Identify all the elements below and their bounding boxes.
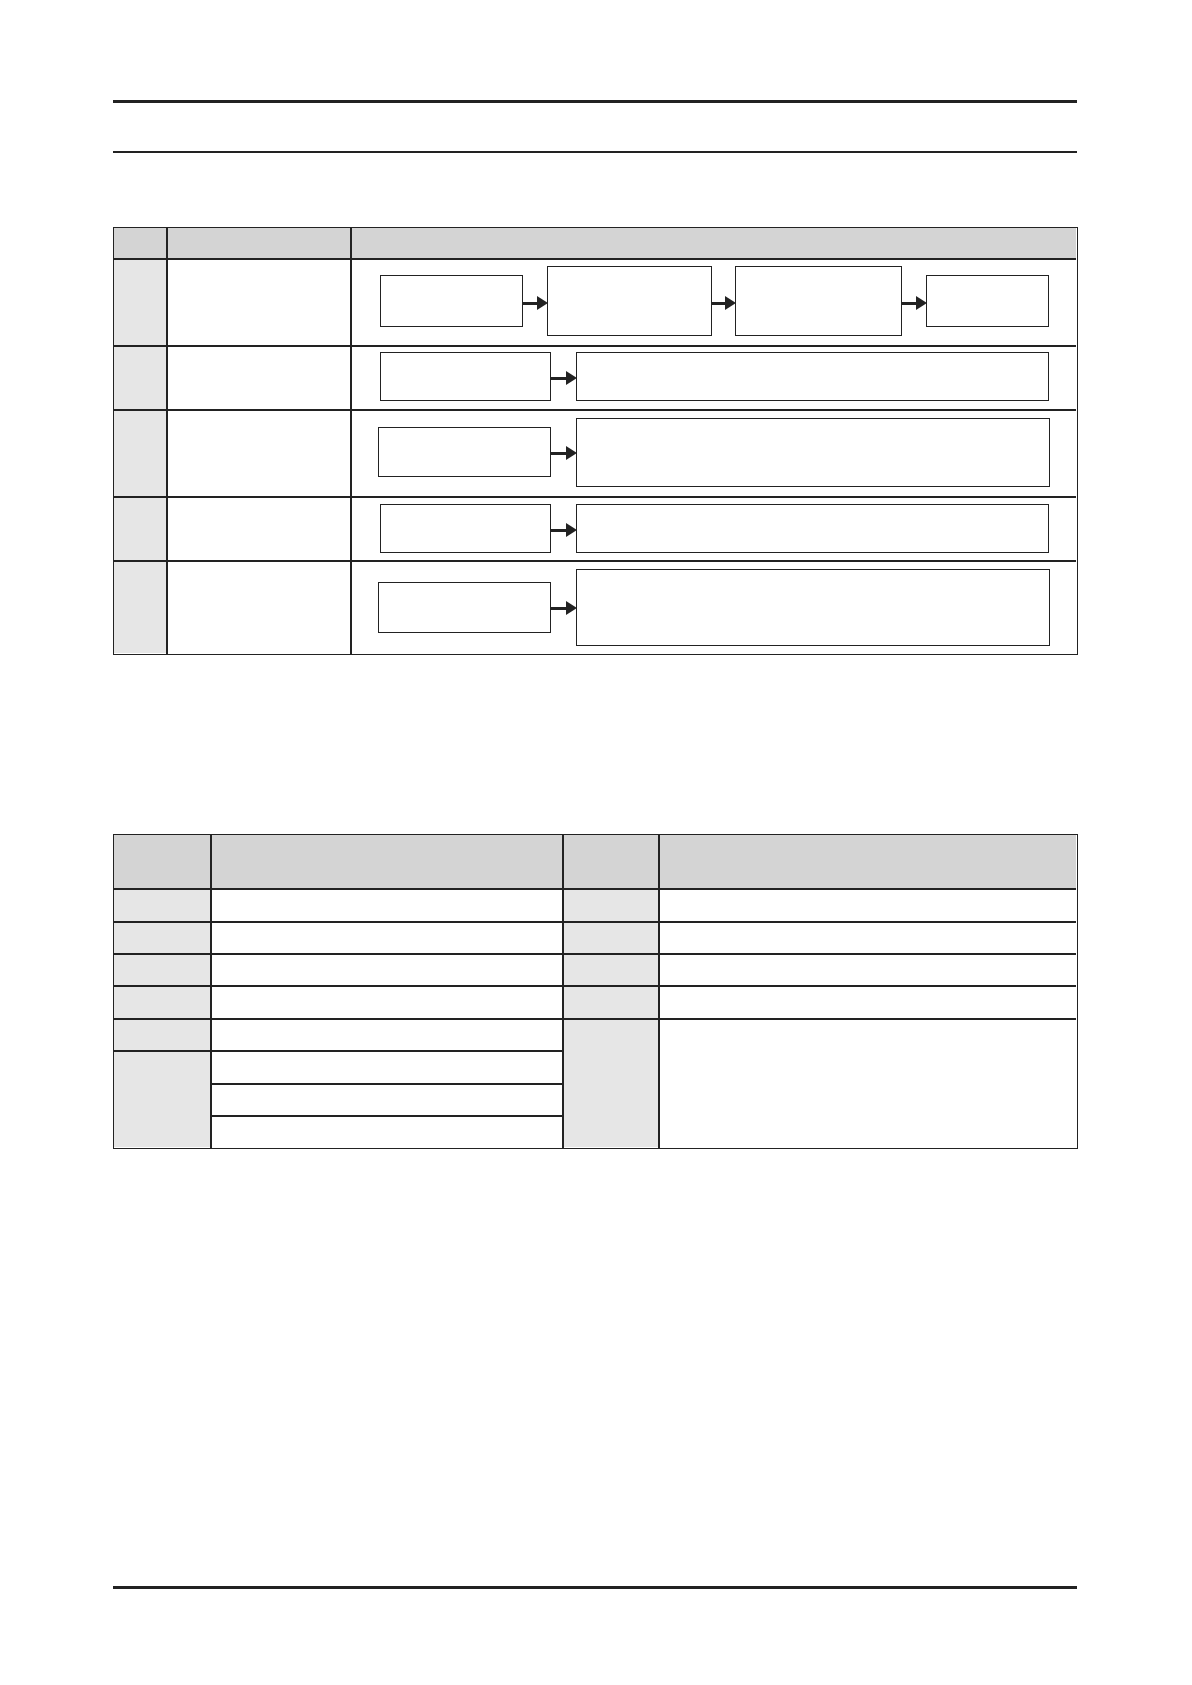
spec-table (113, 834, 1078, 1149)
arrow-right-icon (551, 601, 577, 615)
flow-step-box (378, 427, 551, 477)
flow-step-box (380, 275, 523, 327)
spec-col-divider (562, 835, 564, 1148)
process-row-divider (114, 560, 1076, 562)
flow-step-box (380, 504, 551, 553)
spec-col-divider (658, 835, 660, 1148)
process-row-divider (114, 258, 1076, 260)
process-row-divider (114, 345, 1076, 347)
arrow-right-icon (551, 371, 577, 385)
process-row-divider (114, 496, 1076, 498)
spec-row-divider (114, 953, 1076, 955)
flow-step-box (576, 569, 1050, 646)
flow-step-box (576, 352, 1049, 401)
arrow-right-icon (522, 296, 548, 310)
arrow-right-icon (551, 523, 577, 537)
spec-row-divider (114, 985, 1076, 987)
spec-row-divider (114, 1050, 563, 1052)
spec-row-divider (114, 1018, 1076, 1020)
spec-col-divider (210, 835, 212, 1148)
bottom-rule (113, 1586, 1077, 1589)
process-row-divider (114, 409, 1076, 411)
spec-table-header (114, 835, 1076, 889)
flow-step-box (735, 266, 902, 336)
process-no-column (114, 259, 167, 653)
process-col-divider-2 (350, 228, 352, 654)
spec-row-divider (114, 921, 1076, 923)
top-rule-2 (113, 151, 1077, 153)
flow-step-box (378, 582, 551, 633)
flow-step-box (547, 266, 712, 336)
spec-row-divider (114, 888, 1076, 890)
flow-step-box (576, 504, 1049, 553)
spec-row-divider (210, 1083, 563, 1085)
spec-row-divider (210, 1115, 563, 1117)
arrow-right-icon (551, 446, 577, 460)
arrow-right-icon (902, 296, 927, 310)
process-table-header (114, 228, 1076, 259)
arrow-right-icon (711, 296, 736, 310)
flow-step-box (926, 275, 1049, 327)
flow-step-box (380, 352, 551, 401)
process-col-divider-1 (166, 228, 168, 654)
top-rule-1 (113, 100, 1077, 103)
flow-step-box (576, 418, 1050, 487)
